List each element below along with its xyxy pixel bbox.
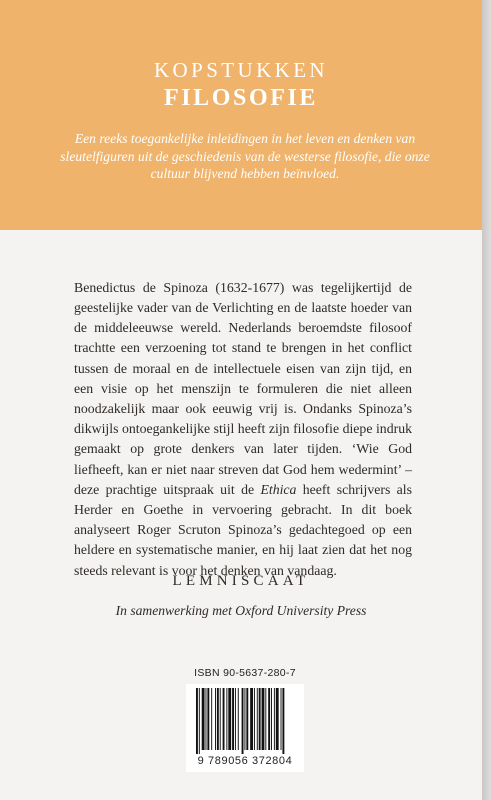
barcode (186, 684, 304, 772)
cooperation-note: In samenwerking met Oxford University Press (115, 603, 367, 618)
description-text-1: Benedictus de Spinoza (1632-1677) was tegelijkertijd de geestelijke vader van de Verlichting en de laatste hoeder van de middeleeuwse wereld. Nederlands beroemdste filosoof trachtte een verzoening tot stand te brengen in het conflict tussen de moraal en de intellectuele eisen van zijn tijd, en een visie op het menszijn te formuleren die niet alleen noodzakelijk maar ook eeuwig vrij is. Ondanks Spinoza’s dikwijls ontoegankelijke stijl heeft zijn filosofie diepe indruk gemaakt op grote denkers van later tijden. ‘Wie God liefheeft, kan er niet naar streven dat God hem wedermint’ – deze prachtige uitspraak uit de (74, 279, 412, 497)
isbn-label: ISBN 90-5637-280-7 (194, 667, 296, 679)
ean-number: 9 789056 372804 (197, 755, 293, 767)
series-title-line2: FILOSOFIE (163, 85, 319, 111)
description-text-2: heeft schrijvers als Herder en Goethe in vervoering gebracht. In dit boek analyseert Roger Scruton Spinoza’s gedachtegoed op een heldere en systematische manier, en hij laat zien dat het nog steeds relevant is voor het denken van vandaag. (74, 481, 412, 578)
series-title-line1: KOPSTUKKEN (153, 58, 328, 82)
series-band (0, 0, 482, 230)
barcode-bars-icon (196, 688, 300, 754)
spine-edge (482, 0, 491, 800)
publisher-name: LEMNISCAAT (172, 573, 310, 589)
description-title-italic: Ethica (260, 481, 297, 497)
book-description (74, 278, 412, 581)
series-tagline: Een reeks toegankelijke inleidingen in het leven en denken van sleutelfiguren uit de geschiedenis van de westerse filosofie, die onze cultuur blijvend hebben beïnvloed. (60, 131, 430, 181)
